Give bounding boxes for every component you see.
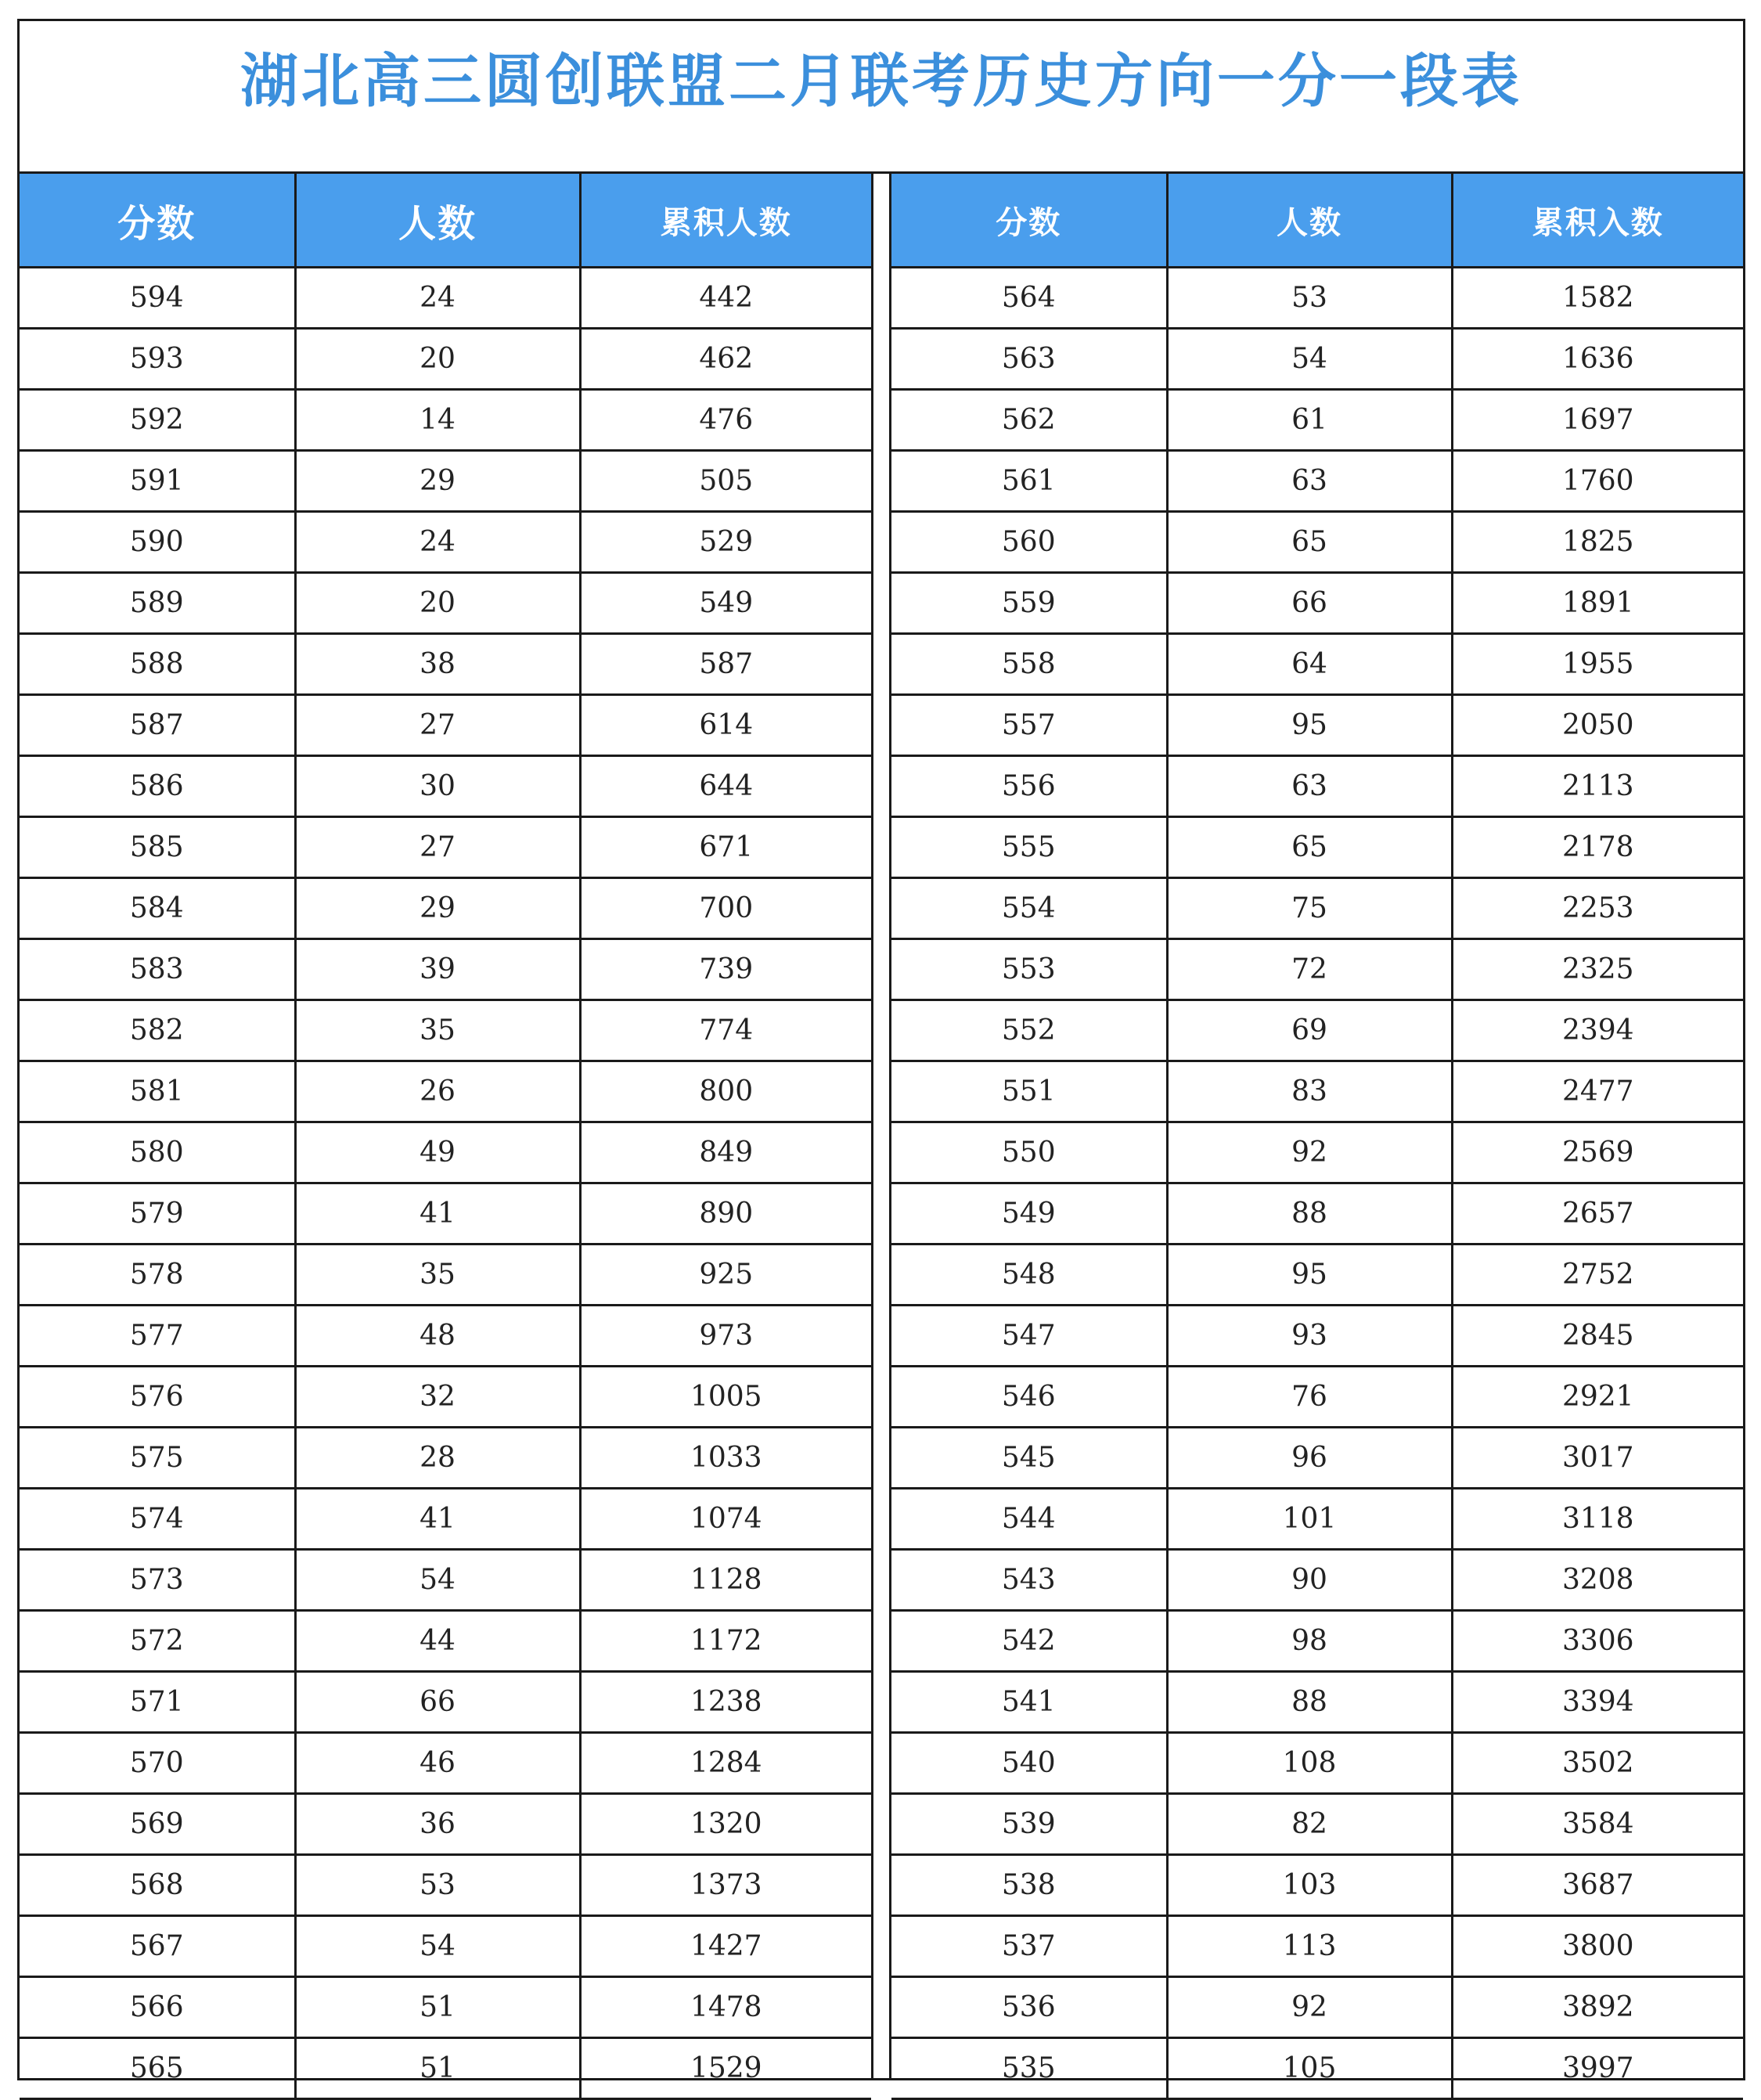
cell-score: 548 [891,1245,1167,1306]
cell-count: 69 [1167,1000,1452,1061]
cell-count: 54 [295,1916,580,1977]
table-row [20,329,871,390]
cell-cumulative: 1478 [580,1977,871,2038]
column-header-score: 分数 [891,174,1167,268]
cell-count: 53 [295,1855,580,1916]
cell-score: 589 [20,573,295,634]
cell-cumulative: 739 [580,939,871,1000]
cell-score: 554 [891,878,1167,939]
cell-count: 29 [295,451,580,512]
cell-count: 38 [295,634,580,695]
cell-cumulative: 3997 [1452,2038,1743,2099]
cell-score: 555 [891,817,1167,878]
cell-score: 558 [891,634,1167,695]
cell-cumulative: 1320 [580,1794,871,1855]
cell-cumulative: 476 [580,390,871,451]
cell-count: 51 [295,1977,580,2038]
table-row [20,1306,871,1367]
cell-count: 35 [295,1000,580,1061]
cell-count: 88 [1167,1672,1452,1733]
cell-cumulative: 2921 [1452,1367,1743,1428]
cell-score: 560 [891,512,1167,573]
cell-cumulative: 2178 [1452,817,1743,878]
title-bar [20,21,1743,174]
table-row [891,268,1743,329]
table-row [20,390,871,451]
cell-score: 562 [891,390,1167,451]
table-row [20,1916,871,1977]
cell-score: 581 [20,1061,295,1122]
cell-cumulative: 1373 [580,1855,871,1916]
table-row [891,451,1743,512]
table-row [891,1550,1743,1611]
cell-count: 53 [1167,268,1452,329]
column-header-cumulative: 累积人数 [580,174,871,268]
score-distribution-document [17,19,1745,2084]
cell-count: 66 [1167,573,1452,634]
cell-count: 44 [295,1611,580,1672]
cell-count: 61 [1167,390,1452,451]
cell-count: 76 [1167,1367,1452,1428]
score-table-left [20,174,871,2100]
cell-count: 28 [295,1428,580,1489]
cell-score: 535 [891,2038,1167,2099]
cell-cumulative: 462 [580,329,871,390]
cell-count: 92 [1167,1977,1452,2038]
cell-score: 550 [891,1122,1167,1183]
cell-count: 90 [1167,1550,1452,1611]
table-row [891,1428,1743,1489]
cell-cumulative: 1760 [1452,451,1743,512]
cell-cumulative: 973 [580,1306,871,1367]
cell-score: 536 [891,1977,1167,2038]
cell-cumulative: 1128 [580,1550,871,1611]
cell-score: 570 [20,1733,295,1794]
table-row [891,1122,1743,1183]
cell-score: 578 [20,1245,295,1306]
cell-count: 72 [1167,939,1452,1000]
column-header-count: 人数 [295,174,580,268]
table-row [891,695,1743,756]
cell-score: 585 [20,817,295,878]
table-row [891,634,1743,695]
table-row [20,573,871,634]
cell-score: 547 [891,1306,1167,1367]
cell-count: 63 [1167,756,1452,817]
table-row [891,1794,1743,1855]
cell-cumulative: 2113 [1452,756,1743,817]
table-row [20,1000,871,1061]
cell-score: 557 [891,695,1167,756]
table-row [891,1733,1743,1794]
cell-score: 537 [891,1916,1167,1977]
table-row [20,268,871,329]
cell-score: 569 [20,1794,295,1855]
cell-score: 540 [891,1733,1167,1794]
cell-count: 35 [295,1245,580,1306]
cell-score: 571 [20,1672,295,1733]
cell-score: 584 [20,878,295,939]
table-row [20,817,871,878]
cell-count: 39 [295,939,580,1000]
cell-score: 583 [20,939,295,1000]
cell-cumulative: 2394 [1452,1000,1743,1061]
cell-count: 96 [1167,1428,1452,1489]
cell-score: 566 [20,1977,295,2038]
table-body-left [20,268,871,2099]
cell-cumulative: 2253 [1452,878,1743,939]
cell-cumulative: 2569 [1452,1122,1743,1183]
cell-score: 546 [891,1367,1167,1428]
table-row [891,817,1743,878]
cell-cumulative: 1636 [1452,329,1743,390]
cell-count: 48 [295,1306,580,1367]
table-row [20,1367,871,1428]
cell-score: 543 [891,1550,1167,1611]
cell-count: 82 [1167,1794,1452,1855]
table-row [20,878,871,939]
cell-count: 101 [1167,1489,1452,1550]
table-row [891,1855,1743,1916]
cell-score: 553 [891,939,1167,1000]
cell-count: 27 [295,817,580,878]
cell-score: 568 [20,1855,295,1916]
cell-count: 14 [295,390,580,451]
cell-score: 544 [891,1489,1167,1550]
cell-score: 591 [20,451,295,512]
table-divider [871,174,891,2078]
cell-cumulative: 1955 [1452,634,1743,695]
cell-cumulative: 1005 [580,1367,871,1428]
table-row [20,1428,871,1489]
cell-count: 29 [295,878,580,939]
cell-cumulative: 2050 [1452,695,1743,756]
cell-count: 27 [295,695,580,756]
cell-count: 113 [1167,1916,1452,1977]
cell-count: 20 [295,573,580,634]
table-row [891,2038,1743,2099]
cell-cumulative: 1582 [1452,268,1743,329]
table-row [891,1306,1743,1367]
cell-cumulative: 774 [580,1000,871,1061]
cell-score: 538 [891,1855,1167,1916]
cell-count: 105 [1167,2038,1452,2099]
cell-cumulative: 2845 [1452,1306,1743,1367]
table-row [891,1916,1743,1977]
cell-cumulative: 587 [580,634,871,695]
table-row [891,512,1743,573]
cell-cumulative: 442 [580,268,871,329]
cell-count: 26 [295,1061,580,1122]
cell-cumulative: 1529 [580,2038,871,2099]
table-row [20,2038,871,2099]
table-row [20,1245,871,1306]
table-row [891,1611,1743,1672]
table-row [891,1977,1743,2038]
cell-score: 563 [891,329,1167,390]
cell-count: 41 [295,1183,580,1245]
table-row [20,512,871,573]
cell-count: 95 [1167,1245,1452,1306]
table-row [891,1672,1743,1733]
cell-cumulative: 700 [580,878,871,939]
column-header-cumulative: 累积入数 [1452,174,1743,268]
cell-count: 46 [295,1733,580,1794]
table-row [20,1122,871,1183]
cell-count: 20 [295,329,580,390]
table-row [20,756,871,817]
cell-count: 88 [1167,1183,1452,1245]
cell-score: 590 [20,512,295,573]
table-row [20,1489,871,1550]
score-table-right [891,174,1743,2100]
cell-count: 93 [1167,1306,1452,1367]
cell-count: 65 [1167,512,1452,573]
cell-cumulative: 890 [580,1183,871,1245]
table-row [891,1061,1743,1122]
cell-count: 95 [1167,695,1452,756]
table-row [20,939,871,1000]
cell-score: 582 [20,1000,295,1061]
cell-cumulative: 800 [580,1061,871,1122]
cell-cumulative: 3208 [1452,1550,1743,1611]
table-row [20,695,871,756]
cell-cumulative: 3800 [1452,1916,1743,1977]
cell-count: 108 [1167,1733,1452,1794]
cell-count: 98 [1167,1611,1452,1672]
table-row [20,1855,871,1916]
cell-cumulative: 1697 [1452,390,1743,451]
cell-count: 63 [1167,451,1452,512]
table-row [891,1183,1743,1245]
cell-score: 551 [891,1061,1167,1122]
cell-cumulative: 1172 [580,1611,871,1672]
cell-cumulative: 2477 [1452,1061,1743,1122]
cell-cumulative: 2657 [1452,1183,1743,1245]
cell-cumulative: 3502 [1452,1733,1743,1794]
cell-cumulative: 1238 [580,1672,871,1733]
cell-score: 575 [20,1428,295,1489]
cell-count: 54 [295,1550,580,1611]
cell-score: 579 [20,1183,295,1245]
cell-cumulative: 3687 [1452,1855,1743,1916]
cell-score: 552 [891,1000,1167,1061]
cell-score: 586 [20,756,295,817]
table-row [20,1977,871,2038]
table-row [891,939,1743,1000]
cell-score: 549 [891,1183,1167,1245]
cell-count: 66 [295,1672,580,1733]
cell-cumulative: 549 [580,573,871,634]
cell-score: 593 [20,329,295,390]
cell-cumulative: 925 [580,1245,871,1306]
table-row [20,634,871,695]
cell-cumulative: 3892 [1452,1977,1743,2038]
table-row [891,1000,1743,1061]
cell-score: 541 [891,1672,1167,1733]
table-row [20,451,871,512]
cell-count: 49 [295,1122,580,1183]
cell-cumulative: 614 [580,695,871,756]
cell-cumulative: 849 [580,1122,871,1183]
table-body-right [891,268,1743,2099]
table-row [891,1367,1743,1428]
table-row [891,878,1743,939]
table-row [891,756,1743,817]
cell-cumulative: 644 [580,756,871,817]
page-title: 湖北高三圆创联盟二月联考历史方向一分一段表 [240,48,1522,115]
column-header-count: 人数 [1167,174,1452,268]
cell-score: 542 [891,1611,1167,1672]
table-row [20,1794,871,1855]
table-row [20,1183,871,1245]
cell-cumulative: 2325 [1452,939,1743,1000]
table-row [20,1733,871,1794]
cell-count: 92 [1167,1122,1452,1183]
cell-score: 587 [20,695,295,756]
cell-score: 574 [20,1489,295,1550]
cell-score: 567 [20,1916,295,1977]
cell-count: 32 [295,1367,580,1428]
cell-count: 103 [1167,1855,1452,1916]
table-row [20,1061,871,1122]
cell-score: 588 [20,634,295,695]
cell-score: 556 [891,756,1167,817]
cell-count: 51 [295,2038,580,2099]
column-header-score: 分数 [20,174,295,268]
cell-cumulative: 3394 [1452,1672,1743,1733]
cell-cumulative: 671 [580,817,871,878]
cell-count: 65 [1167,817,1452,878]
cell-cumulative: 1825 [1452,512,1743,573]
cell-count: 24 [295,512,580,573]
cell-score: 576 [20,1367,295,1428]
table-row [20,1611,871,1672]
cell-count: 36 [295,1794,580,1855]
cell-cumulative: 529 [580,512,871,573]
table-row [20,1672,871,1733]
cell-score: 564 [891,268,1167,329]
table-row [20,1550,871,1611]
cell-score: 565 [20,2038,295,2099]
cell-cumulative: 1033 [580,1428,871,1489]
cell-cumulative: 505 [580,451,871,512]
cell-count: 83 [1167,1061,1452,1122]
cell-cumulative: 1284 [580,1733,871,1794]
cell-count: 64 [1167,634,1452,695]
cell-score: 561 [891,451,1167,512]
cell-cumulative: 3584 [1452,1794,1743,1855]
cell-cumulative: 1427 [580,1916,871,1977]
table-row [891,1245,1743,1306]
cell-score: 539 [891,1794,1167,1855]
cell-score: 573 [20,1550,295,1611]
table-row [891,390,1743,451]
table-row [891,573,1743,634]
cell-cumulative: 2752 [1452,1245,1743,1306]
cell-score: 594 [20,268,295,329]
cell-cumulative: 1074 [580,1489,871,1550]
cell-score: 577 [20,1306,295,1367]
cell-score: 592 [20,390,295,451]
cell-score: 572 [20,1611,295,1672]
cell-cumulative: 1891 [1452,573,1743,634]
cell-cumulative: 3118 [1452,1489,1743,1550]
cell-score: 559 [891,573,1167,634]
cell-score: 580 [20,1122,295,1183]
cell-count: 54 [1167,329,1452,390]
table-row [891,1489,1743,1550]
table-header-row [891,174,1743,268]
cell-cumulative: 3017 [1452,1428,1743,1489]
cell-count: 41 [295,1489,580,1550]
table-row [891,329,1743,390]
cell-score: 545 [891,1428,1167,1489]
cell-count: 24 [295,268,580,329]
table-header-row [20,174,871,268]
cell-cumulative: 3306 [1452,1611,1743,1672]
cell-count: 75 [1167,878,1452,939]
cell-count: 30 [295,756,580,817]
